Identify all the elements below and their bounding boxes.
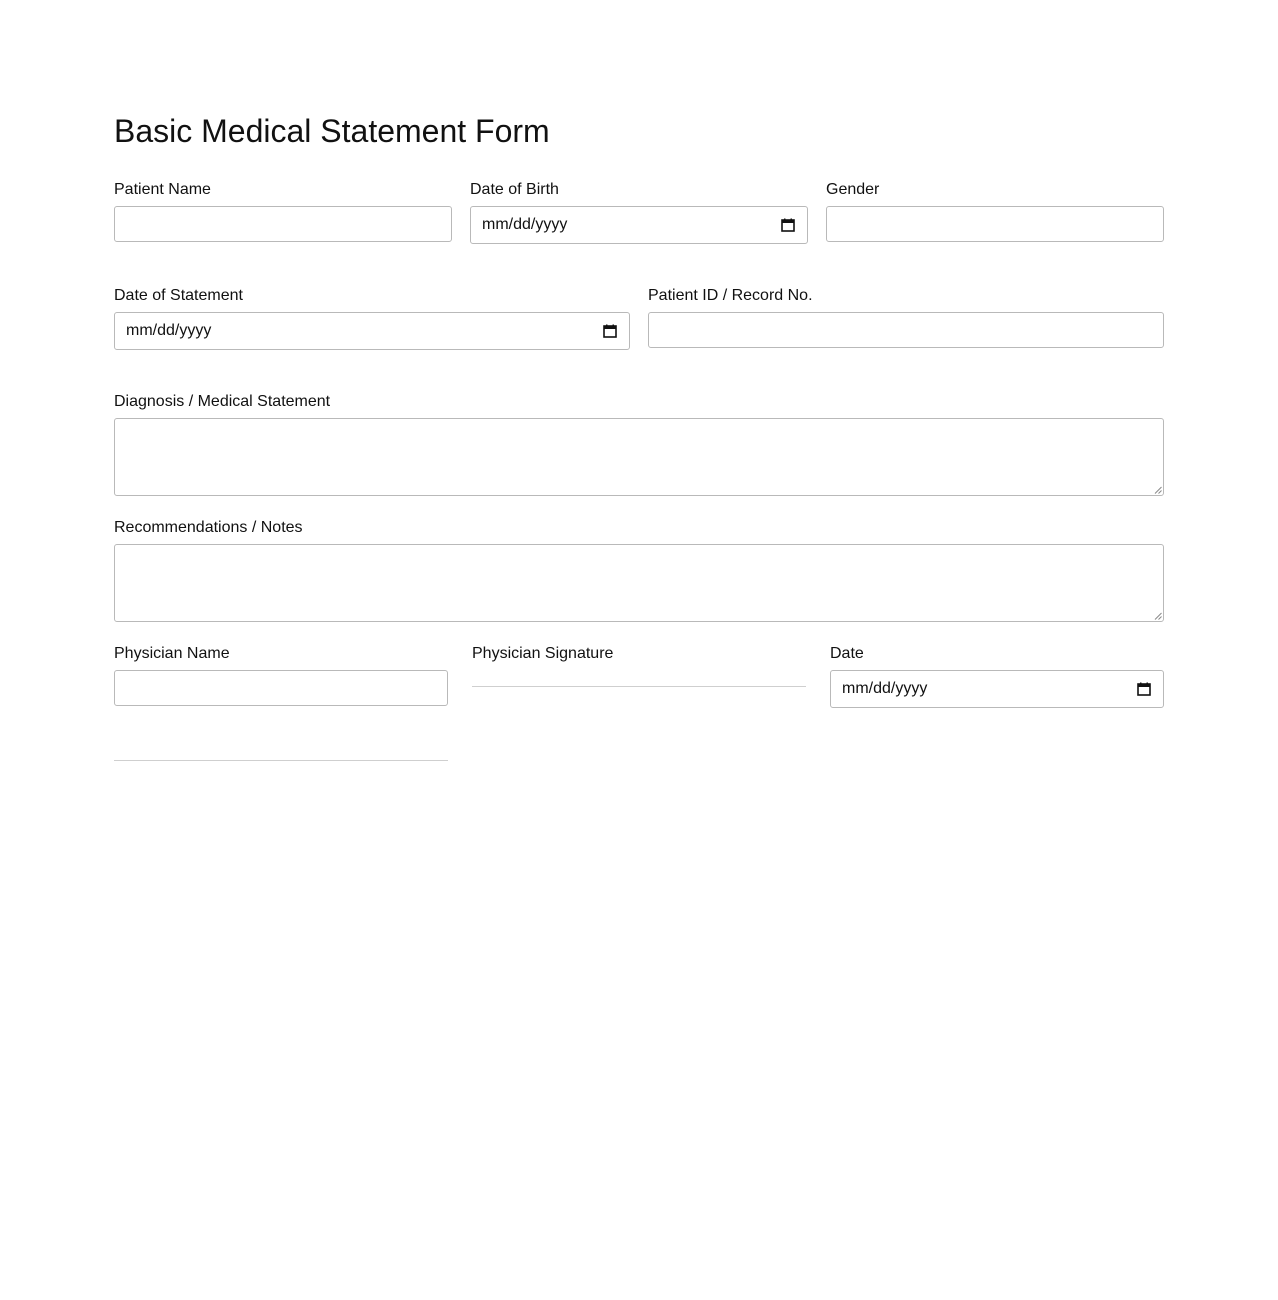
- statement-date-label: Date of Statement: [114, 287, 243, 304]
- diagnosis-label: Diagnosis / Medical Statement: [114, 393, 331, 410]
- dob-input[interactable]: [470, 206, 808, 244]
- patient-id-input[interactable]: [648, 312, 1164, 348]
- form-title: Basic Medical Statement Form: [114, 113, 550, 149]
- row-physician: [114, 644, 1164, 764]
- patient-name-label: Patient Name: [114, 181, 211, 198]
- calendar-icon[interactable]: [603, 324, 617, 338]
- dob-label: Date of Birth: [470, 181, 559, 198]
- statement-date-field: [114, 286, 630, 339]
- recommendations-textarea[interactable]: [114, 544, 1164, 622]
- date-placeholder: mm/dd/yyyy: [842, 680, 928, 697]
- diagnosis-field: [114, 392, 1164, 412]
- recommendations-field: [114, 518, 1164, 538]
- physician-signature-field: [472, 644, 806, 664]
- patient-name-input[interactable]: [114, 206, 452, 242]
- physician-name-field: [114, 644, 448, 664]
- dob-field: [470, 180, 808, 233]
- signature-line: [114, 760, 448, 761]
- row-statement-info: [114, 286, 1164, 392]
- dob-placeholder: mm/dd/yyyy: [482, 216, 568, 233]
- patient-id-label: Patient ID / Record No.: [648, 287, 813, 304]
- statement-date-placeholder: mm/dd/yyyy: [126, 322, 212, 339]
- physician-signature-line[interactable]: [472, 686, 806, 687]
- resize-grip-icon[interactable]: [1154, 486, 1162, 494]
- physician-name-input[interactable]: [114, 670, 448, 706]
- gender-input[interactable]: [826, 206, 1164, 242]
- calendar-icon[interactable]: [1137, 682, 1151, 696]
- date-label: Date: [830, 645, 864, 662]
- gender-field: [826, 180, 1164, 200]
- row-diagnosis: [114, 392, 1164, 518]
- statement-date-input[interactable]: [114, 312, 630, 350]
- physician-name-label: Physician Name: [114, 645, 230, 662]
- recommendations-label: Recommendations / Notes: [114, 519, 303, 536]
- date-input[interactable]: [830, 670, 1164, 708]
- gender-label: Gender: [826, 181, 880, 198]
- row-recommendations: [114, 518, 1164, 644]
- patient-id-field: [648, 286, 1164, 306]
- diagnosis-textarea[interactable]: [114, 418, 1164, 496]
- calendar-icon[interactable]: [781, 218, 795, 232]
- patient-name-field: [114, 180, 452, 200]
- row-patient-info: [114, 180, 1164, 286]
- medical-statement-form: [114, 112, 1164, 764]
- resize-grip-icon[interactable]: [1154, 612, 1162, 620]
- date-field: [830, 644, 1164, 697]
- physician-signature-label: Physician Signature: [472, 645, 614, 662]
